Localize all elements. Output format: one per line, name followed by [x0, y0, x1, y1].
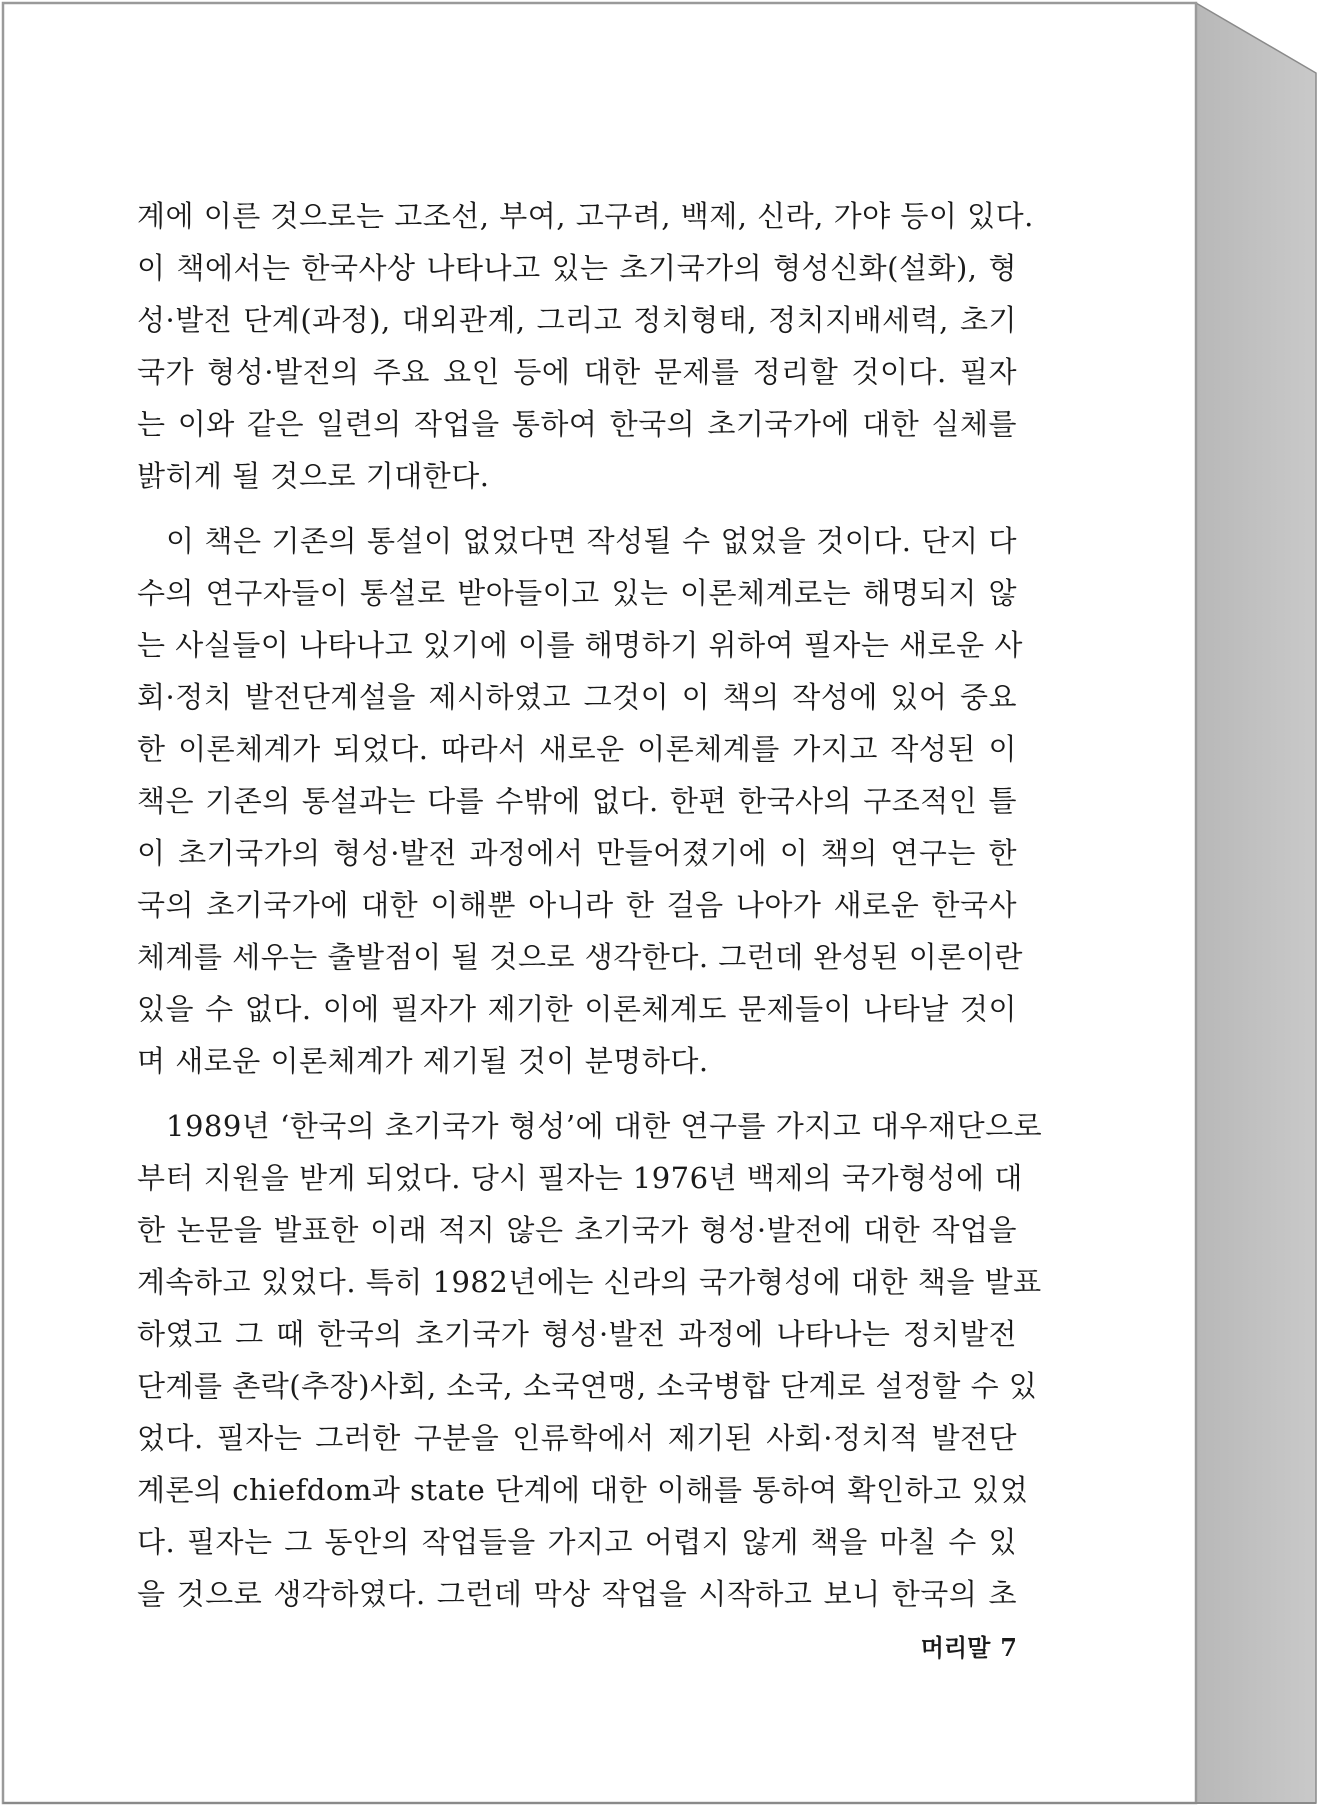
text-line: 을 것으로 생각하였다. 그런데 막상 작업을 시작하고 보니 한국의 초 — [137, 1577, 1017, 1611]
text-line: 수의 연구자들이 통설로 받아들이고 있는 이론체계로는 해명되지 않 — [137, 576, 1017, 610]
text-line: 있을 수 없다. 이에 필자가 제기한 이론체계도 문제들이 나타날 것이 — [137, 992, 1017, 1026]
page-footer — [900, 1628, 1017, 1663]
text-line: 성·발전 단계(과정), 대외관계, 그리고 정치형태, 정치지배세력, 초기 — [137, 303, 1017, 337]
page-number: 7 — [1000, 1633, 1017, 1662]
text-line: 이 책은 기존의 통설이 없었다면 작성될 수 없었을 것이다. 단지 다 — [166, 524, 1017, 558]
text-line: 부터 지원을 받게 되었다. 당시 필자는 1976년 백제의 국가형성에 대 — [137, 1161, 1023, 1195]
text-line: 이 초기국가의 형성·발전 과정에서 만들어졌기에 이 책의 연구는 한 — [137, 836, 1017, 870]
text-line: 는 이와 같은 일련의 작업을 통하여 한국의 초기국가에 대한 실체를 — [137, 407, 1017, 441]
text-line: 며 새로운 이론체계가 제기될 것이 분명하다. — [137, 1044, 709, 1078]
text-line: 계에 이른 것으로는 고조선, 부여, 고구려, 백제, 신라, 가야 등이 있다. — [137, 199, 1034, 233]
text-line: 다. 필자는 그 동안의 작업들을 가지고 어렵지 않게 책을 마칠 수 있 — [137, 1525, 1017, 1559]
text-line: 한 이론체계가 되었다. 따라서 새로운 이론체계를 가지고 작성된 이 — [137, 732, 1017, 766]
text-line: 1989년 ‘한국의 초기국가 형성’에 대한 연구를 가지고 대우재단으로 — [166, 1109, 1043, 1143]
text-line: 하였고 그 때 한국의 초기국가 형성·발전 과정에 나타나는 정치발전 — [137, 1317, 1017, 1351]
paragraph-3 — [137, 1100, 1043, 1620]
paragraph-2 — [137, 515, 1023, 1087]
text-line: 계론의 chiefdom과 state 단계에 대한 이해를 통하여 확인하고 있었 — [137, 1473, 1029, 1507]
text-line: 었다. 필자는 그러한 구분을 인류학에서 제기된 사회·정치적 발전단 — [137, 1421, 1017, 1455]
text-line: 이 책에서는 한국사상 나타나고 있는 초기국가의 형성신화(설화), 형 — [137, 251, 1017, 285]
paragraph-1 — [137, 190, 1034, 502]
running-footer-section: 머리말 — [920, 1633, 991, 1662]
text-line: 단계를 촌락(추장)사회, 소국, 소국연맹, 소국병합 단계로 설정할 수 있 — [137, 1369, 1038, 1403]
text-line: 국가 형성·발전의 주요 요인 등에 대한 문제를 정리할 것이다. 필자 — [137, 355, 1017, 389]
text-line: 계속하고 있었다. 특히 1982년에는 신라의 국가형성에 대한 책을 발표 — [137, 1265, 1042, 1299]
text-line: 한 논문을 발표한 이래 적지 않은 초기국가 형성·발전에 대한 작업을 — [137, 1213, 1017, 1247]
text-line: 책은 기존의 통설과는 다를 수밖에 없다. 한편 한국사의 구조적인 틀 — [137, 784, 1017, 818]
text-line: 회·정치 발전단계설을 제시하였고 그것이 이 책의 작성에 있어 중요 — [137, 680, 1017, 714]
text-line: 체계를 세우는 출발점이 될 것으로 생각한다. 그런데 완성된 이론이란 — [137, 940, 1023, 974]
text-line: 밝히게 될 것으로 기대한다. — [137, 459, 490, 493]
text-line: 국의 초기국가에 대한 이해뿐 아니라 한 걸음 나아가 새로운 한국사 — [137, 888, 1017, 922]
book-spine-side — [1196, 3, 1316, 1803]
body-text — [137, 190, 1043, 1620]
text-line: 는 사실들이 나타나고 있기에 이를 해명하기 위하여 필자는 새로운 사 — [137, 628, 1023, 662]
